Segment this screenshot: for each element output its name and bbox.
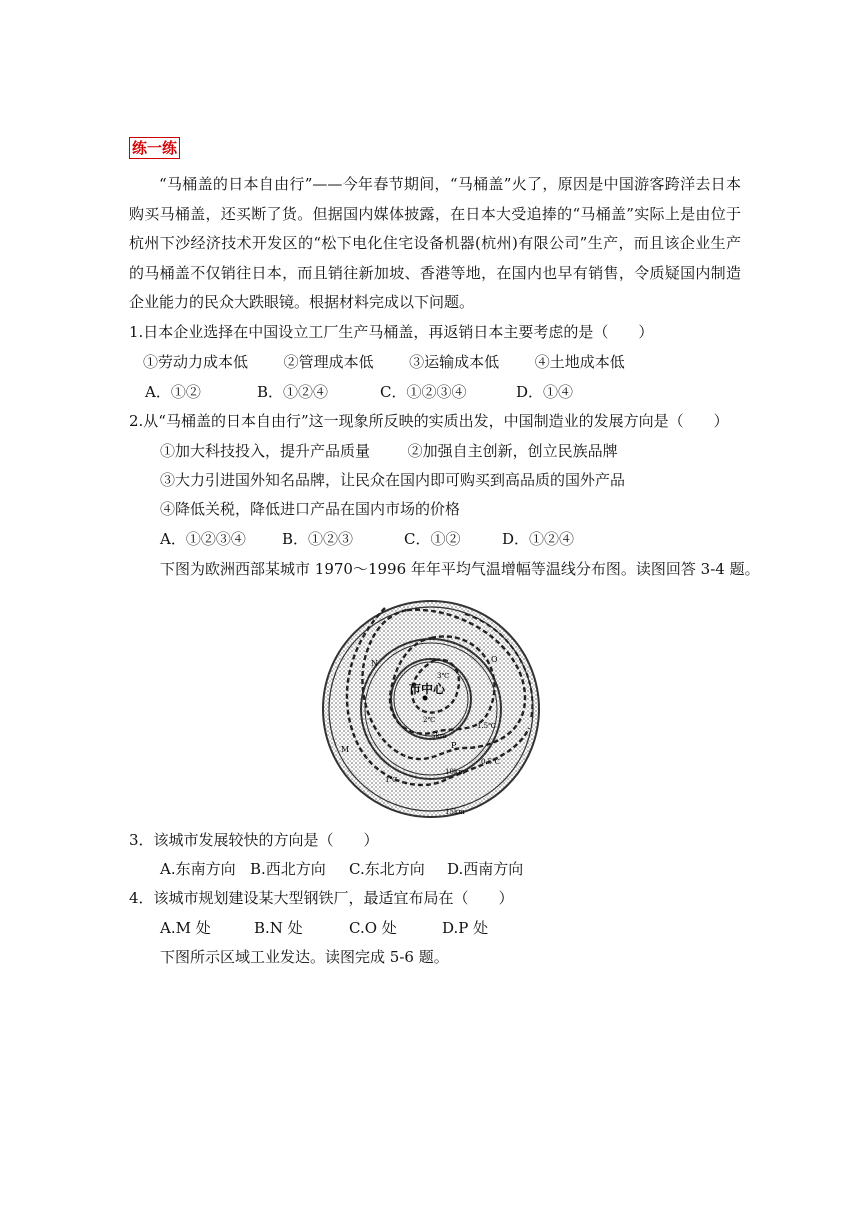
isotherm-map-figure xyxy=(315,598,547,820)
q1-items xyxy=(143,351,625,373)
q3-options xyxy=(160,858,523,880)
point-m: M xyxy=(341,745,350,754)
point-o: O xyxy=(491,655,498,664)
q1-item-2: ②管理成本低 xyxy=(283,353,374,371)
q2-items-row1 xyxy=(160,440,618,462)
q4-stem: 4．该城市规划建设某大型钢铁厂，最适宜布局在（ ） xyxy=(129,889,514,907)
q4-option-c[interactable]: C.O 处 xyxy=(349,919,397,937)
figure-intro: 下图为欧洲西部某城市 1970～1996 年年平均气温增幅等温线分布图。读图回答 3-4 题。 xyxy=(160,560,760,578)
q4-option-b[interactable]: B.N 处 xyxy=(254,919,303,937)
label-1-5c: 1.5℃ xyxy=(477,722,496,730)
q2-option-b[interactable]: B．①②③ xyxy=(282,530,354,548)
q2-item-1: ①加大科技投入，提升产品质量 xyxy=(160,442,371,460)
q2-option-c[interactable]: C．①② xyxy=(404,530,461,548)
label-0-5c: 0.5℃ xyxy=(481,758,500,766)
figure2-intro: 下图所示区域工业发达。读图完成 5-6 题。 xyxy=(160,948,449,966)
q1-item-1: ①劳动力成本低 xyxy=(143,353,249,371)
q4-option-a[interactable]: A.M 处 xyxy=(160,919,211,937)
point-n: N xyxy=(371,659,378,668)
label-15km: 15km xyxy=(445,808,465,816)
q2-stem: 2.从“马桶盖的日本自由行”这一现象所反映的实质出发，中国制造业的发展方向是（ ） xyxy=(129,412,729,430)
point-p: P xyxy=(451,741,457,750)
label-1c: 1℃ xyxy=(385,776,398,784)
q3-option-d[interactable]: D.西南方向 xyxy=(447,860,524,878)
q1-stem: 1.日本企业选择在中国设立工厂生产马桶盖，再返销日本主要考虑的是（ ） xyxy=(129,323,654,341)
q2-options xyxy=(160,528,574,550)
label-5km: 5km xyxy=(431,732,447,740)
passage-paragraph: “马桶盖的日本自由行”——今年春节期间，“马桶盖”火了，原因是中国游客跨洋去日本购买马桶盖，还买断了货。但据国内媒体披露，在日本大受追捧的“马桶盖”实际上是由位于杭州下沙经济技术开发区的“松下电化住宅设备机器(杭州)有限公司”生产，而且该企业生产的马桶盖不仅销往日本，而且销往新加坡、香港等地，在国内也早有销售，令质疑国内制造企业能力的民众大跌眼镜。根据材料完成以下问题。 xyxy=(129,175,741,311)
q1-option-b[interactable]: B．①②④ xyxy=(257,383,329,401)
q2-item-3: ③大力引进国外知名品牌，让民众在国内即可购买到高品质的国外产品 xyxy=(160,471,626,489)
section-tag: 练一练 xyxy=(129,137,180,159)
city-center-label: 市中心 xyxy=(409,682,446,696)
q3-option-c[interactable]: C.东北方向 xyxy=(349,860,425,878)
q4-option-d[interactable]: D.P 处 xyxy=(442,919,489,937)
q2-option-d[interactable]: D．①②④ xyxy=(502,530,575,548)
q2-item-4: ④降低关税，降低进口产品在国内市场的价格 xyxy=(160,500,461,518)
label-2c: 2℃ xyxy=(423,716,436,724)
q1-item-4: ④土地成本低 xyxy=(534,353,625,371)
q3-option-b[interactable]: B.西北方向 xyxy=(250,860,326,878)
q4-options xyxy=(160,917,488,939)
q3-option-a[interactable]: A.东南方向 xyxy=(160,860,236,878)
q1-option-a[interactable]: A．①② xyxy=(145,383,201,401)
q1-item-3: ③运输成本低 xyxy=(409,353,500,371)
q1-option-c[interactable]: C．①②③④ xyxy=(380,383,467,401)
city-center-marker xyxy=(423,696,428,701)
label-10km: 10km xyxy=(445,768,465,776)
q2-item-2: ②加强自主创新，创立民族品牌 xyxy=(407,442,618,460)
label-3c: 3℃ xyxy=(437,672,450,680)
q1-options xyxy=(145,381,573,403)
q2-option-a[interactable]: A．①②③④ xyxy=(160,530,246,548)
q1-option-d[interactable]: D．①④ xyxy=(516,383,574,401)
q3-stem: 3．该城市发展较快的方向是（ ） xyxy=(129,831,379,849)
